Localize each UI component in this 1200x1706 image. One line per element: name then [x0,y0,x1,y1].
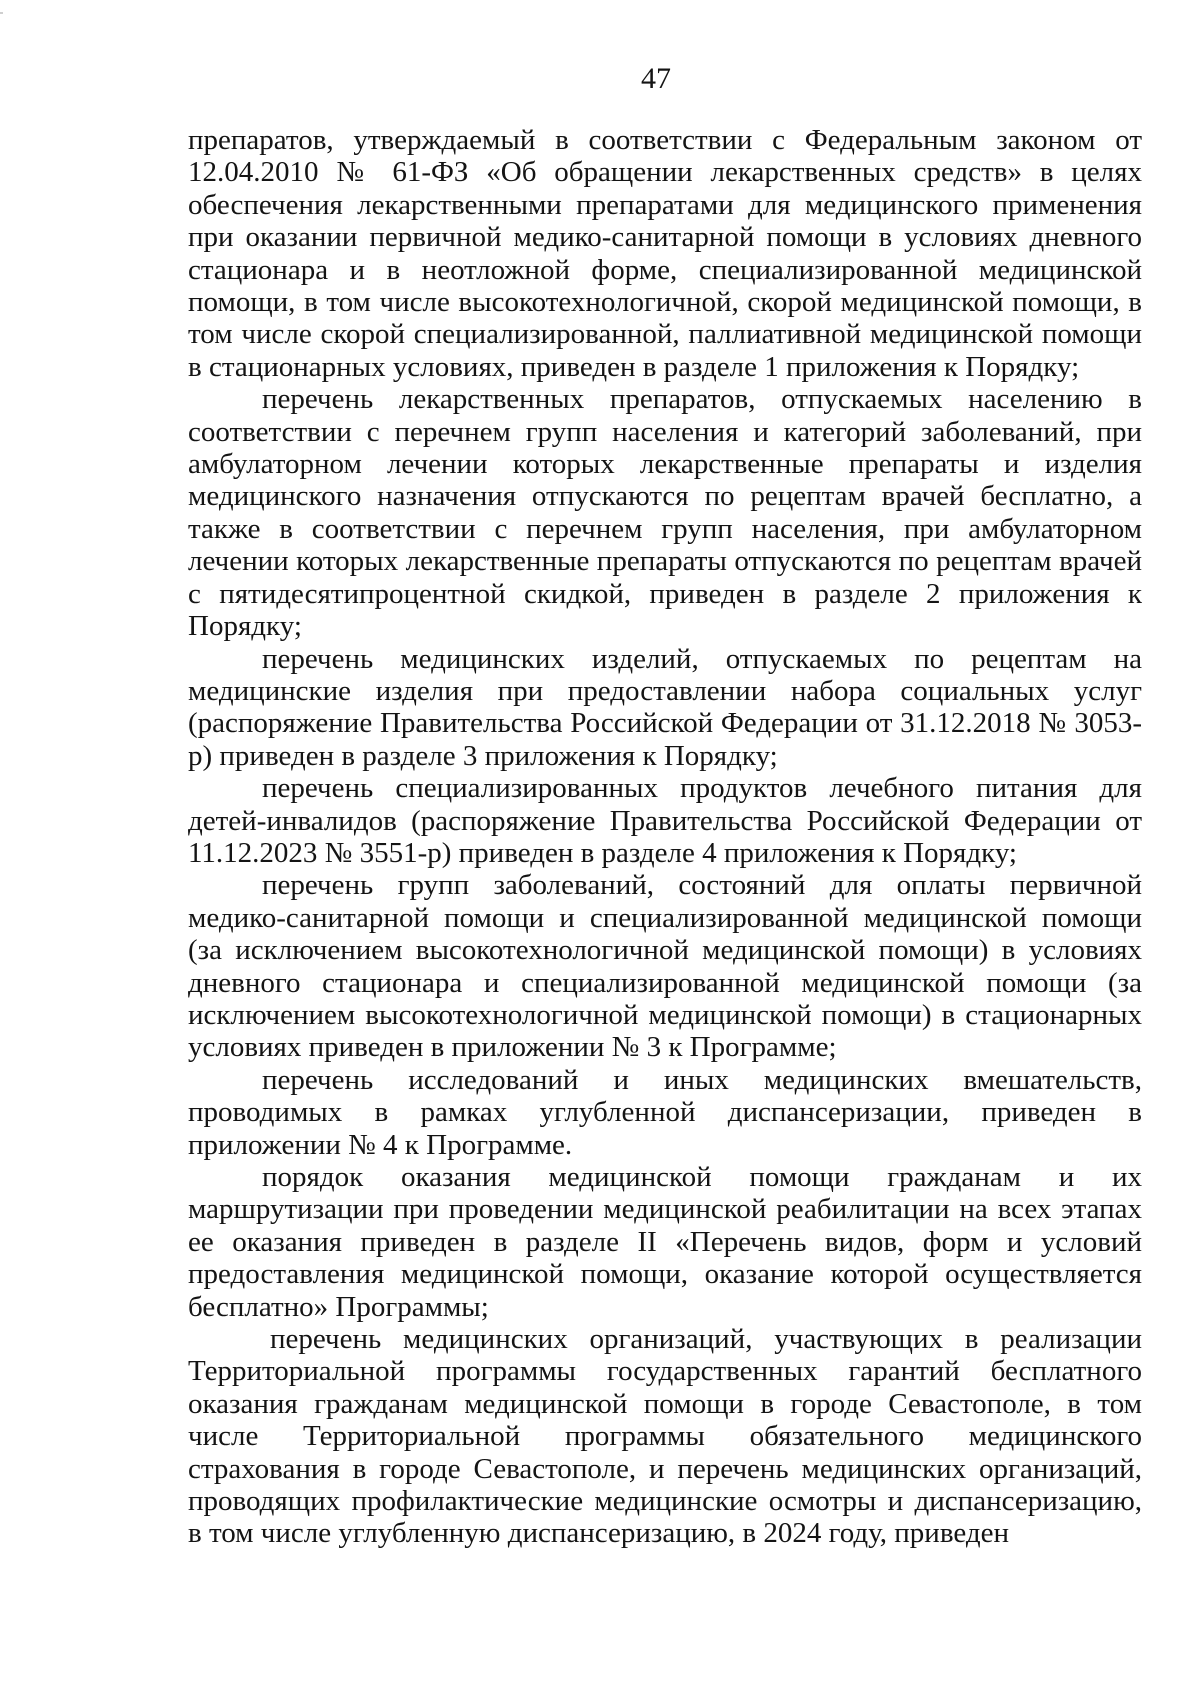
paragraph-medical-devices-list: перечень медицинских изделий, отпускаемых по рецептам на медицинские изделия при предоставлении набора социальных услуг (распоряжение Правительства Российской Федерации от 31.12.2018 № 3053-р) приведен в разделе 3 приложения к Порядку; [188,642,1142,772]
paragraph-nutrition-products-list: перечень специализированных продуктов лечебного питания для детей-инвалидов (распоряжение Правительства Российской Федерации от 11.12.2023 № 3551-р) приведен в разделе 4 приложения к Порядку; [188,772,1142,869]
paragraph-continuation: препаратов, утверждаемый в соответствии с Федеральным законом от 12.04.2010 № 61-ФЗ «Об обращении лекарственных средств» в целях обеспечения лекарственными препаратами для медицинского применения при оказании первичной медико-санитарной помощи в условиях дневного стационара и в неотложной форме, специализированной медицинской помощи, в том числе высокотехнологичной, скорой медицинской помощи, в том числе скорой специализированной, паллиативной медицинской помощи в стационарных условиях, приведен в разделе 1 приложения к Порядку; [188,124,1142,383]
paragraph-medical-organizations-list: перечень медицинских организаций, участвующих в реализации Территориальной программы государственных гарантий бесплатного оказания гражданам медицинской помощи в городе Севастополе, в том числе Территориальной программы обязательного медицинского страхования в городе Севастополе, и перечень медицинских организаций, проводящих профилактические медицинские осмотры и диспансеризацию, в том числе углубленную диспансеризацию, в 2024 году, приведен [188,1323,1142,1550]
paragraph-medicines-list: перечень лекарственных препаратов, отпускаемых населению в соответствии с перечнем групп населения и категорий заболеваний, при амбулаторном лечении которых лекарственные препараты и изделия медицинского назначения отпускаются по рецептам врачей бесплатно, а также в соответствии с перечнем групп населения, при амбулаторном лечении которых лекарственные препараты отпускаются по рецептам врачей с пятидесятипроцентной скидкой, приведен в разделе 2 приложения к Порядку; [188,383,1142,643]
document-body [188,124,1142,1550]
scan-speck [0,12,3,14]
paragraph-examinations-list: перечень исследований и иных медицинских вмешательств, проводимых в рамках углубленной диспансеризации, приведен в приложении № 4 к Программе. [188,1063,1142,1161]
paragraph-rehabilitation-procedure: порядок оказания медицинской помощи гражданам и их маршрутизации при проведении медицинской реабилитации на всех этапах ее оказания приведен в разделе II «Перечень видов, форм и условий предоставления медицинской помощи, оказание которой осуществляется бесплатно» Программы; [188,1161,1142,1323]
paragraph-disease-groups-list: перечень групп заболеваний, состояний для оплаты первичной медико-санитарной помощи и специализированной медицинской помощи (за исключением высокотехнологичной медицинской помощи) в условиях дневного стационара и специализированной медицинской помощи (за исключением высокотехнологичной медицинской помощи) в стационарных условиях приведен в приложении № 3 к Программе; [188,869,1142,1064]
page-number: 47 [641,62,671,95]
